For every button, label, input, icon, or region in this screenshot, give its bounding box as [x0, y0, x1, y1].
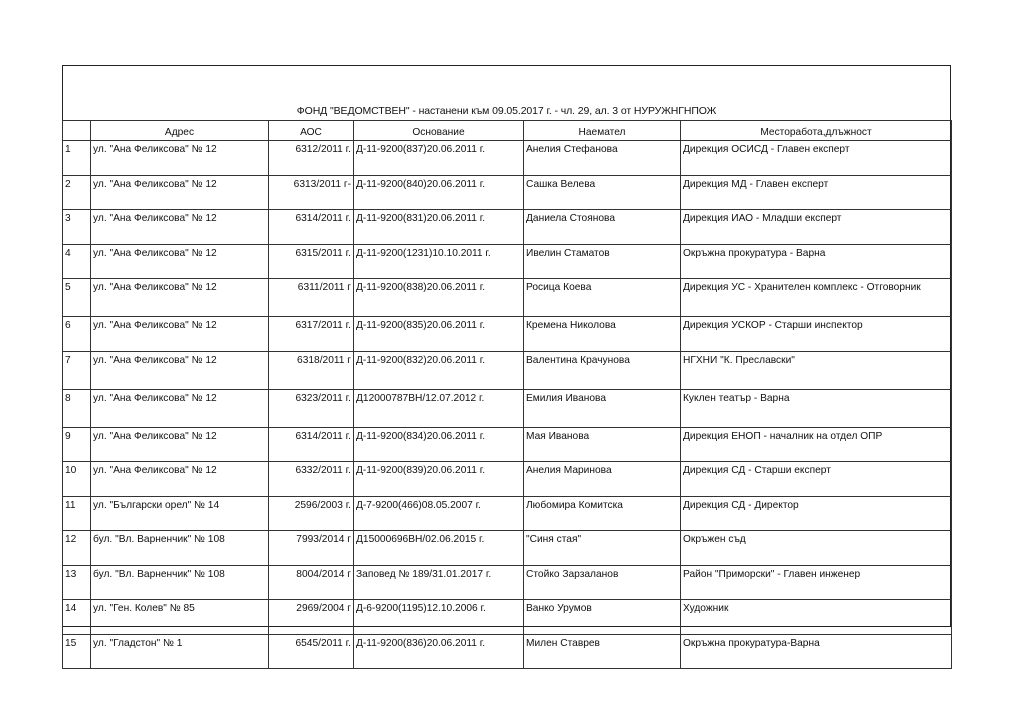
- aos-cell: 6323/2011 г.: [269, 389, 354, 427]
- workplace-cell: Дирекция ОСИСД - Главен експерт: [681, 141, 952, 176]
- tenant-cell: Валентина Крачунова: [524, 351, 681, 389]
- row-number: 6: [63, 317, 91, 352]
- address-cell: ул. "Български орел" № 14: [91, 496, 269, 531]
- workplace-cell: Дирекция СД - Директор: [681, 496, 952, 531]
- row-number: 9: [63, 427, 91, 462]
- tenant-cell: "Синя стая": [524, 531, 681, 566]
- row-number: 3: [63, 210, 91, 245]
- address-cell: ул. "Ана Феликсова" № 12: [91, 141, 269, 176]
- workplace-cell: Дирекция ИАО - Младши експерт: [681, 210, 952, 245]
- aos-cell: 6314/2011 г.: [269, 210, 354, 245]
- header-number: [63, 121, 91, 141]
- workplace-cell: Художник: [681, 600, 952, 635]
- tenant-cell: Даниела Стоянова: [524, 210, 681, 245]
- workplace-cell: Дирекция УСКОР - Старши инспектор: [681, 317, 952, 352]
- workplace-cell: Дирекция МД - Главен експерт: [681, 175, 952, 210]
- aos-cell: 6314/2011 г.: [269, 427, 354, 462]
- row-number: 2: [63, 175, 91, 210]
- table-row: [63, 427, 952, 462]
- basis-cell: Д-11-9200(832)20.06.2011 г.: [354, 351, 524, 389]
- tenant-cell: Сашка Велева: [524, 175, 681, 210]
- basis-cell: Д-11-9200(834)20.06.2011 г.: [354, 427, 524, 462]
- address-cell: ул. "Ана Феликсова" № 12: [91, 279, 269, 317]
- aos-cell: 6313/2011 г-: [269, 175, 354, 210]
- tenant-cell: Любомира Комитска: [524, 496, 681, 531]
- row-number: 14: [63, 600, 91, 635]
- workplace-cell: Дирекция СД - Старши експерт: [681, 462, 952, 497]
- address-cell: ул. "Ана Феликсова" № 12: [91, 427, 269, 462]
- tenant-cell: Стойко Зарзаланов: [524, 565, 681, 600]
- table-row: [63, 565, 952, 600]
- workplace-cell: Район "Приморски" - Главен инженер: [681, 565, 952, 600]
- header-aos: АОС: [269, 121, 354, 141]
- tenant-cell: Анелия Стефанова: [524, 141, 681, 176]
- address-cell: ул. "Ана Феликсова" № 12: [91, 175, 269, 210]
- address-cell: ул. "Ана Феликсова" № 12: [91, 351, 269, 389]
- address-cell: ул. "Ана Феликсова" № 12: [91, 462, 269, 497]
- tenant-cell: Ванко Урумов: [524, 600, 681, 635]
- address-cell: ул. "Ген. Колев" № 85: [91, 600, 269, 635]
- row-number: 11: [63, 496, 91, 531]
- basis-cell: Д-11-9200(836)20.06.2011 г.: [354, 634, 524, 669]
- aos-cell: 6317/2011 г.: [269, 317, 354, 352]
- header-tenant: Наемател: [524, 121, 681, 141]
- header-address: Адрес: [91, 121, 269, 141]
- basis-cell: Д-11-9200(838)20.06.2011 г.: [354, 279, 524, 317]
- workplace-cell: Дирекция УС - Хранителен комплекс - Отговорник: [681, 279, 952, 317]
- basis-cell: Д-11-9200(840)20.06.2011 г.: [354, 175, 524, 210]
- table-row: [63, 175, 952, 210]
- table-row: [63, 141, 952, 176]
- table-row: [63, 600, 952, 635]
- aos-cell: 8004/2014 г: [269, 565, 354, 600]
- address-cell: ул. "Ана Феликсова" № 12: [91, 317, 269, 352]
- basis-cell: Заповед № 189/31.01.2017 г.: [354, 565, 524, 600]
- table-row: [63, 531, 952, 566]
- basis-cell: Д-7-9200(466)08.05.2007 г.: [354, 496, 524, 531]
- table-row: [63, 389, 952, 427]
- header-workplace: Месторабота,длъжност: [681, 121, 952, 141]
- tenant-cell: Росица Коева: [524, 279, 681, 317]
- address-cell: ул. "Гладстон" № 1: [91, 634, 269, 669]
- table-row: [63, 351, 952, 389]
- table-header-row: [63, 121, 952, 141]
- document-title: ФОНД "ВЕДОМСТВЕН" - настанени към 09.05.2017 г. - чл. 29, ал. 3 от НУРУЖНГНПОЖ: [296, 105, 717, 117]
- basis-cell: Д12000787ВН/12.07.2012 г.: [354, 389, 524, 427]
- address-cell: ул. "Ана Феликсова" № 12: [91, 244, 269, 279]
- table-row: [63, 279, 952, 317]
- table-row: [63, 244, 952, 279]
- basis-cell: Д-11-9200(831)20.06.2011 г.: [354, 210, 524, 245]
- aos-cell: 7993/2014 г: [269, 531, 354, 566]
- housing-table: [62, 120, 952, 669]
- tenant-cell: Анелия Маринова: [524, 462, 681, 497]
- row-number: 1: [63, 141, 91, 176]
- row-number: 5: [63, 279, 91, 317]
- address-cell: бул. "Вл. Варненчик" № 108: [91, 565, 269, 600]
- table-body: [63, 141, 952, 669]
- basis-cell: Д-11-9200(837)20.06.2011 г.: [354, 141, 524, 176]
- header-basis: Основание: [354, 121, 524, 141]
- basis-cell: Д-11-9200(835)20.06.2011 г.: [354, 317, 524, 352]
- row-number: 10: [63, 462, 91, 497]
- aos-cell: 6545/2011 г.: [269, 634, 354, 669]
- aos-cell: 6318/2011 г: [269, 351, 354, 389]
- tenant-cell: Ивелин Стаматов: [524, 244, 681, 279]
- workplace-cell: Окръжен съд: [681, 531, 952, 566]
- row-number: 7: [63, 351, 91, 389]
- table-row: [63, 496, 952, 531]
- workplace-cell: НГХНИ "К. Преславски": [681, 351, 952, 389]
- workplace-cell: Окръжна прокуратура - Варна: [681, 244, 952, 279]
- table-row: [63, 462, 952, 497]
- address-cell: ул. "Ана Феликсова" № 12: [91, 210, 269, 245]
- basis-cell: Д-11-9200(839)20.06.2011 г.: [354, 462, 524, 497]
- row-number: 15: [63, 634, 91, 669]
- tenant-cell: Мая Иванова: [524, 427, 681, 462]
- aos-cell: 6332/2011 г.: [269, 462, 354, 497]
- basis-cell: Д-11-9200(1231)10.10.2011 г.: [354, 244, 524, 279]
- address-cell: ул. "Ана Феликсова" № 12: [91, 389, 269, 427]
- address-cell: бул. "Вл. Варненчик" № 108: [91, 531, 269, 566]
- workplace-cell: Куклен театър - Варна: [681, 389, 952, 427]
- tenant-cell: Милен Ставрев: [524, 634, 681, 669]
- tenant-cell: Емилия Иванова: [524, 389, 681, 427]
- table-row: [63, 634, 952, 669]
- table-row: [63, 317, 952, 352]
- aos-cell: 2969/2004 г: [269, 600, 354, 635]
- document-sheet: [62, 65, 951, 649]
- row-number: 8: [63, 389, 91, 427]
- row-number: 13: [63, 565, 91, 600]
- aos-cell: 6312/2011 г.: [269, 141, 354, 176]
- row-number: 4: [63, 244, 91, 279]
- basis-cell: Д-6-9200(1195)12.10.2006 г.: [354, 600, 524, 635]
- workplace-cell: Окръжна прокуратура-Варна: [681, 634, 952, 669]
- aos-cell: 6315/2011 г.: [269, 244, 354, 279]
- aos-cell: 6311/2011 г: [269, 279, 354, 317]
- basis-cell: Д15000696ВН/02.06.2015 г.: [354, 531, 524, 566]
- table-row: [63, 210, 952, 245]
- aos-cell: 2596/2003 г.: [269, 496, 354, 531]
- workplace-cell: Дирекция ЕНОП - началник на отдел ОПР: [681, 427, 952, 462]
- tenant-cell: Кремена Николова: [524, 317, 681, 352]
- row-number: 12: [63, 531, 91, 566]
